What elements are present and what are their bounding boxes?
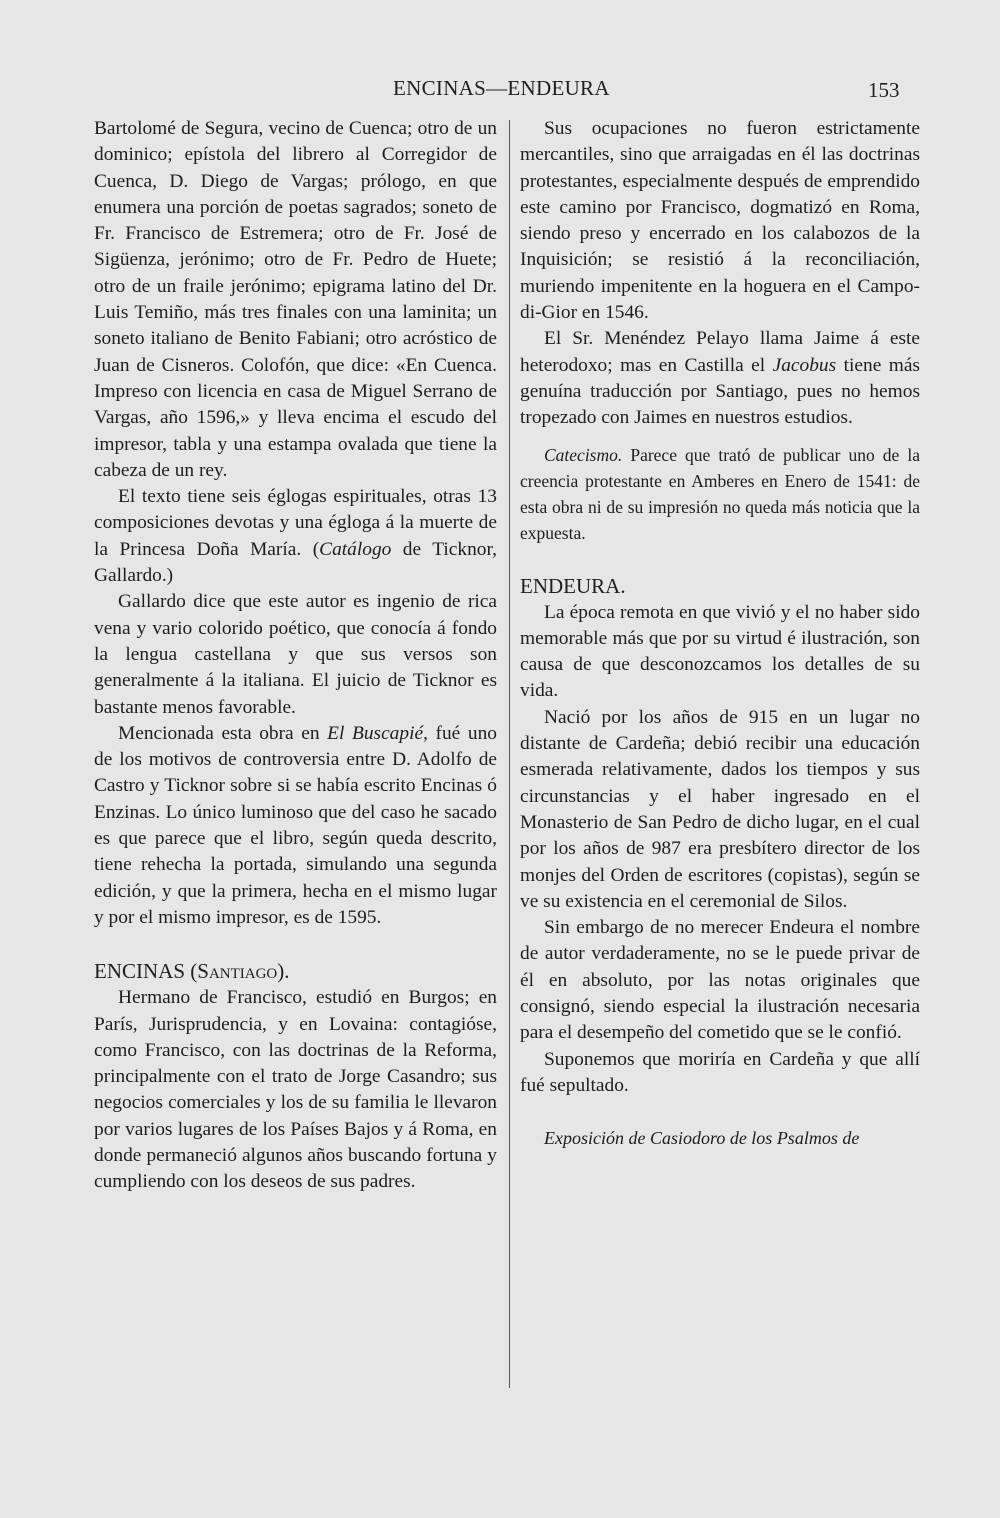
paragraph: Hermano de Francisco, estudió en Burgos; en París, Jurisprudencia, y en Lovaina: contagióse, como Francisco, con las doctrinas de la Reforma, principalmente con el trato de Jorge Casandro; sus negocios comerciales y los de su familia le llevaron por varios lugares de los Países Bajos y á Roma, en donde permaneció algunos años buscando fortuna y cumpliendo con los deseos de sus padres. — [94, 987, 497, 1193]
paragraph — [520, 326, 920, 431]
entry-heading — [94, 957, 497, 985]
text-run: Mencionada esta obra en — [118, 722, 328, 744]
left-column — [94, 116, 497, 1196]
text-run: El Sr. Menéndez Pelayo llama Jaime á este heterodoxo; mas en Castilla el — [520, 328, 920, 376]
italic-title: El Buscapié — [327, 722, 424, 744]
entry-heading: ENDEURA. — [520, 573, 626, 598]
page-header — [0, 76, 1000, 106]
paragraph — [94, 484, 497, 589]
paragraph: Bartolomé de Segura, vecino de Cuenca; otro de un dominico; epístola del librero al Corregidor de Cuenca, D. Diego de Vargas; prólogo, en que enumera una porción de poetas sagrados; soneto de Fr. Francisco de Estremera; otro de Fr. José de Sigüenza, jerónimo; otro de Fr. Pedro de Huete; otro de un fraile jerónimo; epigrama latino del Dr. Luis Temiño, más tres finales con una laminita; un soneto italiano de Benito Fabiani; otro acróstico de Juan de Cisneros. Colofón, que dice: «En Cuenca. Impreso con licencia en casa de Miguel Serrano de Vargas, año 1596,» y lleva encima el escudo del impresor, tabla y una estampa ovalada que tiene la cabeza de un rey. — [94, 118, 497, 481]
paragraph: Sin embargo de no merecer Endeura el nombre de autor verdaderamente, no se le puede privar de él en absoluto, por las notas originales que consignó, siendo especial la ilustración necesaria para el desempeño del cometido que se le confió. — [520, 917, 920, 1044]
note-paragraph — [520, 442, 920, 546]
paragraph: La época remota en que vivió y el no haber sido memorable más que por su virtud é ilustración, son causa de que desconozcamos los detalles de su vida. — [520, 601, 920, 702]
heading-main: ENCINAS — [94, 959, 191, 984]
right-column — [520, 116, 920, 1152]
paragraph: Nació por los años de 915 en un lugar no distante de Cardeña; debió recibir una educación esmerada relativamente, dados los tiempos y sus circunstancias y el haber ingresado en el Monasterio de San Pedro de dicho lugar, en el cual por los años de 987 era presbítero director de los monjes del Orden de escritores (copistas), según se ve su existencia en el ceremonial de Silos. — [520, 706, 920, 912]
italic-title: Catálogo — [319, 538, 392, 560]
text-run: de Ticknor, Gallardo.) — [94, 538, 497, 587]
text-run: tiene más genuína traducción por Santiago, pues no hemos tropezado con Jaimes en nuestros estudios. — [520, 354, 920, 429]
paragraph: Suponemos que moriría en Cardeña y que allí fué sepultado. — [520, 1048, 920, 1096]
note-title: Catecismo. — [544, 444, 623, 465]
page-number: 153 — [868, 78, 900, 102]
text-run: , fué uno de los motivos de controversia entre D. Adolfo de Castro y Ticknor sobre si se había escrito Encinas ó Enzinas. Lo único luminoso que del caso he sacado es que parece que el libro, según queda descrito, tiene rehecha la portada, simulando una segunda edición, y que la primera, hecha en el mismo lugar y por el mismo impresor, es de 1595. — [94, 722, 497, 928]
italic-word: Jacobus — [772, 354, 837, 376]
heading-sub: (Santiago). — [190, 959, 290, 984]
continued-entry: Exposición de Casiodoro de los Psalmos de — [544, 1128, 860, 1149]
paragraph — [94, 721, 497, 931]
column-divider — [509, 120, 510, 1388]
running-head: ENCINAS—ENDEURA — [393, 76, 610, 100]
paragraph: Sus ocupaciones no fueron estrictamente mercantiles, sino que arraigadas en él las doctrinas protestantes, especialmente después de emprendido este camino por Francisco, dogmatizó en Roma, siendo preso y encerrado en los calabozos de la Inquisición; se resistió á la reconciliación, muriendo impenitente en la hoguera en el Campo-di-Gior en 1546. — [520, 118, 920, 324]
paragraph: Gallardo dice que este autor es ingenio de rica vena y vario colorido poético, que conocía á fondo la lengua castellana y que sus versos son generalmente á la italiana. El juicio de Ticknor es bastante menos favorable. — [94, 591, 497, 718]
text-run: El texto tiene seis églogas espirituales, otras 13 composiciones devotas y una égloga á la muerte de la Princesa Doña María. — [94, 486, 497, 560]
text-run: ( — [312, 538, 320, 560]
note-text: Parece que trató de publicar uno de la creencia protestante en Amberes en Enero de 1541: de esta obra ni de su impresión no queda más noticia que la expuesta. — [520, 444, 920, 543]
